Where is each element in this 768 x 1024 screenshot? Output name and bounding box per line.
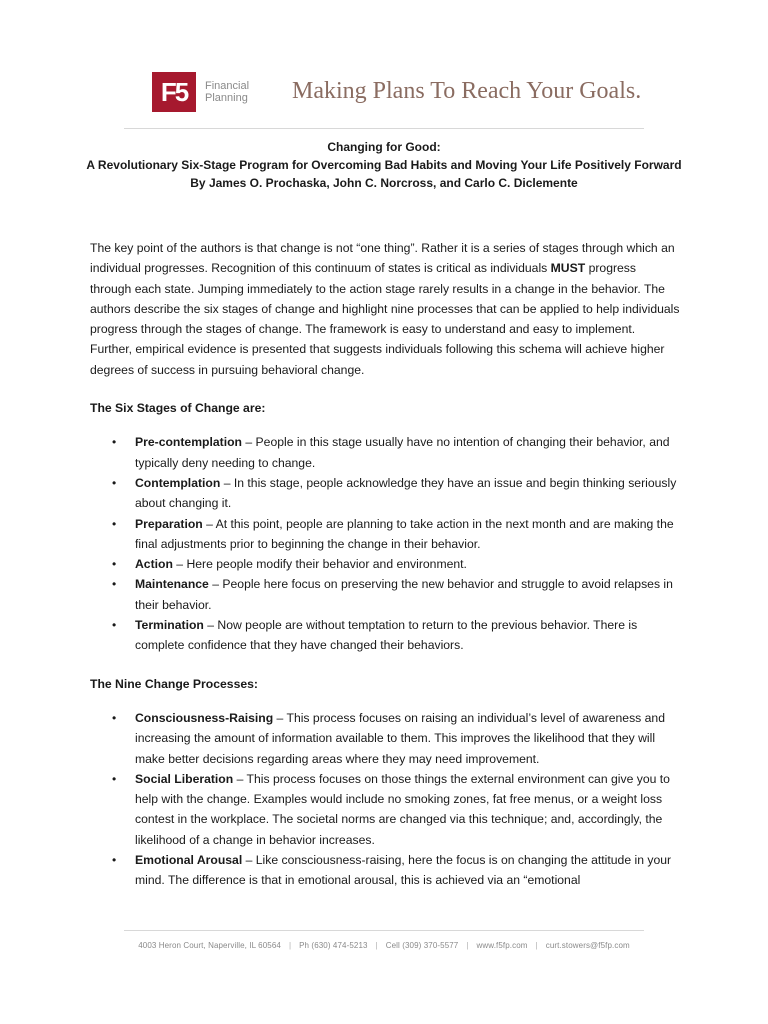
footer-separator: | (375, 941, 378, 950)
list-item (90, 708, 680, 769)
footer-email: curt.stowers@f5fp.com (545, 941, 630, 950)
header-divider (124, 128, 644, 129)
list-item (90, 514, 680, 555)
bullet-icon: • (112, 557, 117, 572)
list-item (90, 769, 680, 850)
item-description: – Here people modify their behavior and environment. (172, 557, 467, 572)
footer-separator: | (466, 941, 469, 950)
footer-separator: | (535, 941, 538, 950)
stages-list (90, 432, 680, 655)
bullet-icon: • (112, 771, 117, 786)
item-term: Social Liberation (135, 771, 234, 786)
footer-address: 4003 Heron Court, Naperville, IL 60564 (138, 941, 281, 950)
intro-emphasis: MUST (550, 261, 586, 276)
item-term: Contemplation (135, 475, 221, 490)
stages-heading: The Six Stages of Change are: (90, 401, 266, 416)
bullet-icon: • (112, 516, 117, 531)
bullet-icon: • (112, 577, 117, 592)
intro-text-2: progress through each state. Jumping immediately to the action stage rarely results in a change in the behavior. The authors describe the six stages of change and highlight nine processes that can be applied to help individuals progress through the stages of change. The framework is easy to understand and easy to implement. Further, empirical evidence is presented that suggests individuals following this schema will achieve higher degrees of success in pursuing behavioral change. (90, 261, 680, 377)
list-item (90, 574, 680, 615)
item-term: Emotional Arousal (135, 853, 243, 868)
intro-text-1: The key point of the authors is that change is not “one thing”. Rather it is a series of stages through which an individual progresses. Recognition of this continuum of states is critical as individuals (90, 241, 675, 276)
footer-cell: Cell (309) 370-5577 (385, 941, 459, 950)
item-description: – Like consciousness-raising, here the focus is on changing the attitude in your mind. The difference is that in emotional arousal, this is achieved via an “emotional (135, 853, 672, 888)
letterhead (152, 72, 642, 116)
list-item (90, 615, 680, 656)
item-description: – This process focuses on raising an individual’s level of awareness and increasing the amount of information available to them. This improves the likelihood that they will make better decisions regarding areas where they may need improvement. (135, 710, 665, 766)
processes-list (90, 708, 680, 891)
bullet-icon: • (112, 475, 117, 490)
document-body (90, 238, 680, 909)
footer-separator: | (288, 941, 292, 950)
item-description: – In this stage, people acknowledge they have an issue and begin thinking seriously about changing it. (135, 475, 677, 511)
item-term: Preparation (135, 516, 203, 531)
list-item (90, 554, 680, 574)
item-term: Maintenance (135, 577, 209, 592)
bullet-icon: • (112, 618, 117, 633)
footer-divider (124, 930, 644, 931)
item-term: Pre-contemplation (135, 435, 242, 450)
list-item (90, 850, 680, 891)
logo-line-planning: Planning (205, 92, 248, 104)
item-description: – People in this stage usually have no intention of changing their behavior, and typically deny needing to change. (135, 435, 670, 470)
logo-line-financial: Financial (205, 80, 250, 92)
intro-paragraph (90, 238, 680, 380)
logo-wordmark (205, 80, 249, 104)
item-description: – Now people are without temptation to return to the previous behavior. There is complete confidence that they have changed their behaviors. (135, 618, 638, 653)
item-term: Consciousness-Raising (135, 710, 274, 725)
title-line-1: Changing for Good: (327, 140, 441, 154)
document-title (84, 138, 684, 192)
processes-heading: The Nine Change Processes: (90, 676, 258, 691)
bullet-icon: • (112, 435, 117, 450)
bullet-icon: • (112, 710, 117, 725)
footer-phone: Ph (630) 474-5213 (299, 941, 368, 950)
item-description: – This process focuses on those things the external environment can give you to help with the change. Examples would include no smoking zones, fat free menus, or a weight loss contest in the workplace. The societal norms are changed via this technique; and, accordingly, the likelihood of a change in behavior increases. (135, 771, 670, 847)
footer-website: www.f5fp.com (476, 941, 528, 950)
title-line-2: A Revolutionary Six-Stage Program for Overcoming Bad Habits and Moving Your Life Positively Forward (86, 158, 682, 172)
list-item (90, 432, 680, 473)
footer-contact (124, 941, 644, 950)
f5-logo-mark: F5 (152, 72, 196, 112)
item-description: – At this point, people are planning to take action in the next month and are making the final adjustments prior to beginning the change in their behavior. (135, 516, 674, 551)
list-item (90, 473, 680, 514)
item-description: – People here focus on preserving the new behavior and struggle to avoid relapses in their behavior. (135, 577, 673, 612)
item-term: Action (135, 557, 173, 572)
bullet-icon: • (112, 853, 117, 868)
item-term: Termination (135, 618, 204, 633)
title-authors: By James O. Prochaska, John C. Norcross, and Carlo C. Diclemente (190, 176, 578, 190)
tagline: Making Plans To Reach Your Goals. (292, 78, 642, 104)
